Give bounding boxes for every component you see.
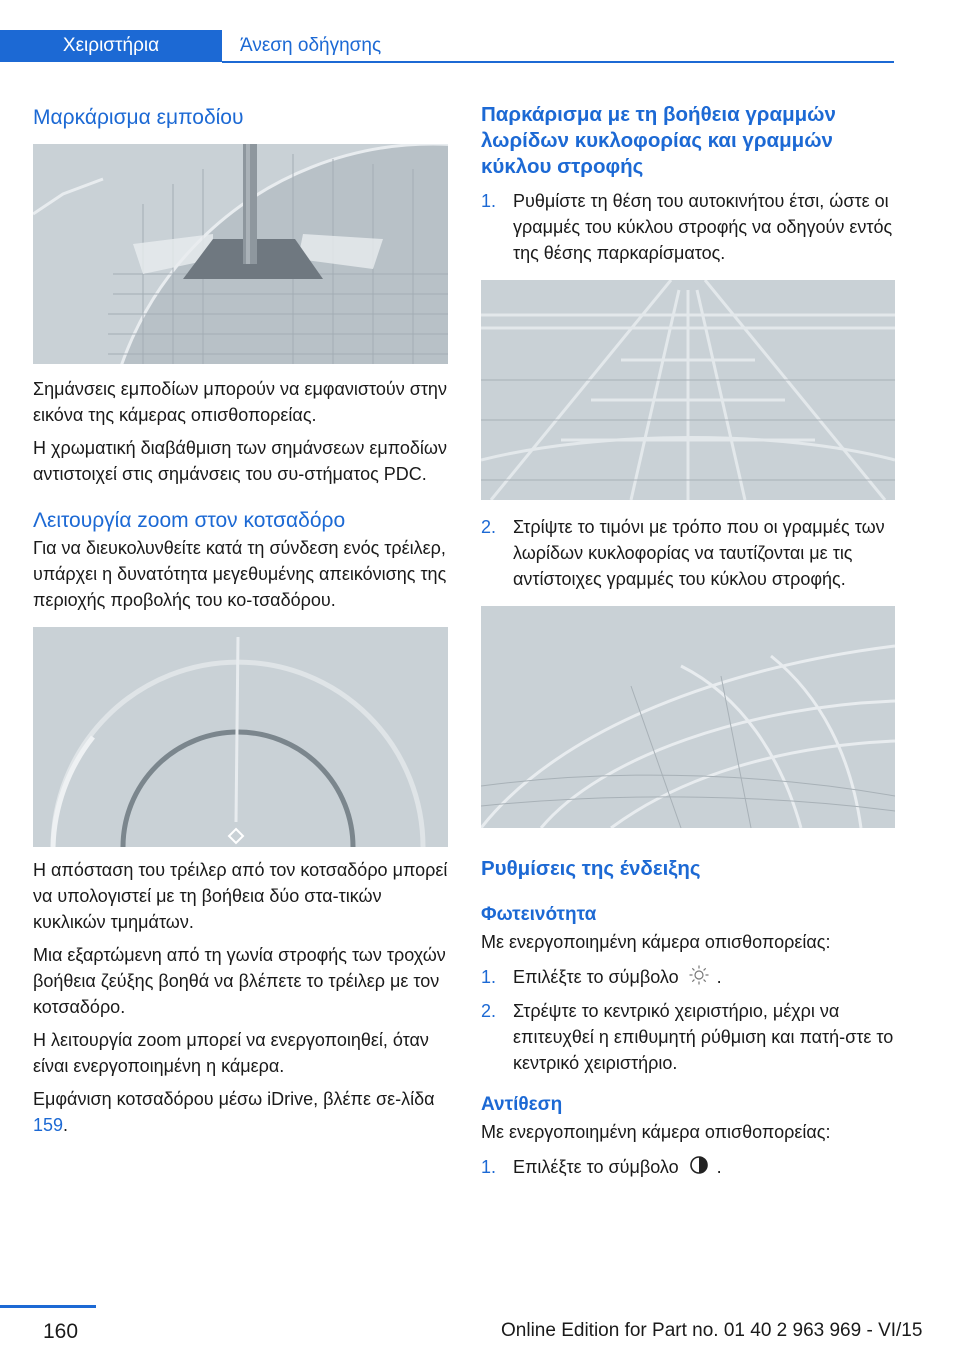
paragraph-brightness: Με ενεργοποιημένη κάμερα οπισθοπορείας: [481, 932, 831, 952]
camera-view-lane-lines-image [481, 280, 895, 500]
camera-view-turning-circle-image [481, 606, 895, 828]
list-item [481, 188, 895, 266]
step-text: Στρέψτε το κεντρικό χειριστήριο, μέχρι να επιτευχθεί η επιθυμητή ρύθμιση και πατή-στε το κεντρικό χειριστήριο. [513, 1000, 894, 1073]
paragraph-hitch-2: Η απόσταση του τρέιλερ από τον κοτσαδόρο μπορεί να υπολογιστεί με τη βοήθεια δύο στα-τικών κυκλικών τμημάτων. [33, 860, 448, 932]
contrast-icon [689, 1155, 709, 1182]
paragraph-hitch-4: Η λειτουργία zoom μπορεί να ενεργοποιηθεί, όταν είναι ενεργοποιημένη η κάμερα. [33, 1030, 429, 1076]
right-column [481, 104, 895, 1182]
paragraph-hitch-5-text: Εμφάνιση κοτσαδόρου μέσω iDrive, βλέπε σε-λίδα [33, 1089, 435, 1109]
step-text-container [513, 964, 895, 992]
figure-hitch-zoom [33, 627, 448, 847]
step-end: . [716, 1156, 722, 1177]
step-text: Στρίψτε το τιμόνι με τρόπο που οι γραμμές των λωρίδων κυκλοφορίας να ταυτίζονται με τις αντίστοιχες γραμμές του κύκλου στροφής. [513, 517, 885, 589]
heading-obstacle-marking: Μαρκάρισμα εμποδίου [33, 106, 244, 129]
heading-hitch-zoom: Λειτουργία zoom στον κοτσαδόρο [33, 509, 346, 532]
tab-driving-comfort[interactable]: Άνεση οδήγησης [240, 35, 382, 56]
step-text: Ρυθμίστε τη θέση του αυτοκινήτου έτσι, ώστε οι γραμμές του κύκλου στροφής να οδηγούν εντός της θέσης παρκαρίσματος. [513, 191, 893, 263]
paragraph-hitch-1: Για να διευκολυνθείτε κατά τη σύνδεση ενός τρέιλερ, υπάρχει η δυνατότητα μεγεθυμένης απεικόνισης της περιοχής προβολής του κο-τσαδόρου. [33, 538, 447, 610]
left-column [33, 104, 448, 1138]
paragraph-obstacle-1: Σημάνσεις εμποδίων μπορούν να εμφανιστούν στην εικόνα της κάμερας οπισθοπορείας. [33, 379, 447, 425]
heading-contrast: Αντίθεση [481, 1093, 563, 1115]
page-number: 160 [43, 1320, 79, 1343]
figure-lane-lines [481, 280, 895, 500]
paragraph-obstacle-2: Η χρωματική διαβάθμιση των σημάνσεων εμποδίων αντιστοιχεί στις σημάνσεις του συ-στήματος PDC. [33, 438, 447, 484]
heading-brightness: Φωτεινότητα [481, 904, 597, 925]
sun-icon [689, 965, 709, 992]
camera-view-obstacle-image [33, 144, 448, 364]
list-item [481, 964, 895, 992]
step-number: 1. [481, 1156, 497, 1177]
edition-info: Online Edition for Part no. 01 40 2 963 969 - VI/15 [501, 1320, 923, 1341]
step-text-container [513, 1154, 895, 1182]
heading-lane-lines: Παρκάρισμα με τη βοήθεια γραμμών λωρίδων κυκλοφορίας και γραμμών κύκλου στροφής [481, 103, 836, 178]
step-number: 2. [481, 517, 497, 537]
step-text: Επιλέξτε το σύμβολο [513, 1156, 679, 1177]
list-item [481, 514, 895, 592]
header-divider [222, 61, 894, 63]
figure-obstacle-marking [33, 144, 448, 364]
figure-turning-circle [481, 606, 895, 828]
paragraph-hitch-5-end: . [63, 1115, 69, 1135]
camera-view-hitch-image [33, 627, 448, 847]
step-end: . [716, 967, 722, 987]
footer-divider [0, 1305, 96, 1308]
list-item [481, 998, 895, 1076]
step-number: 1. [481, 191, 497, 211]
paragraph-hitch-3: Μια εξαρτώμενη από τη γωνία στροφής των τροχών βοήθεια ζεύξης βοηθά να βλέπετε το τρέιλερ με τον κοτσαδόρο. [33, 945, 446, 1017]
list-item [481, 1154, 895, 1182]
step-number: 1. [481, 967, 497, 987]
step-text: Επιλέξτε το σύμβολο [513, 967, 679, 987]
step-number: 2. [481, 1000, 497, 1021]
heading-display-settings: Ρυθμίσεις της ένδειξης [481, 857, 701, 880]
page-link-159[interactable]: 159 [33, 1115, 64, 1135]
tab-controls[interactable]: Χειριστήρια [0, 30, 222, 62]
paragraph-hitch-5 [33, 1086, 448, 1138]
paragraph-contrast: Με ενεργοποιημένη κάμερα οπισθοπορείας: [481, 1121, 831, 1142]
